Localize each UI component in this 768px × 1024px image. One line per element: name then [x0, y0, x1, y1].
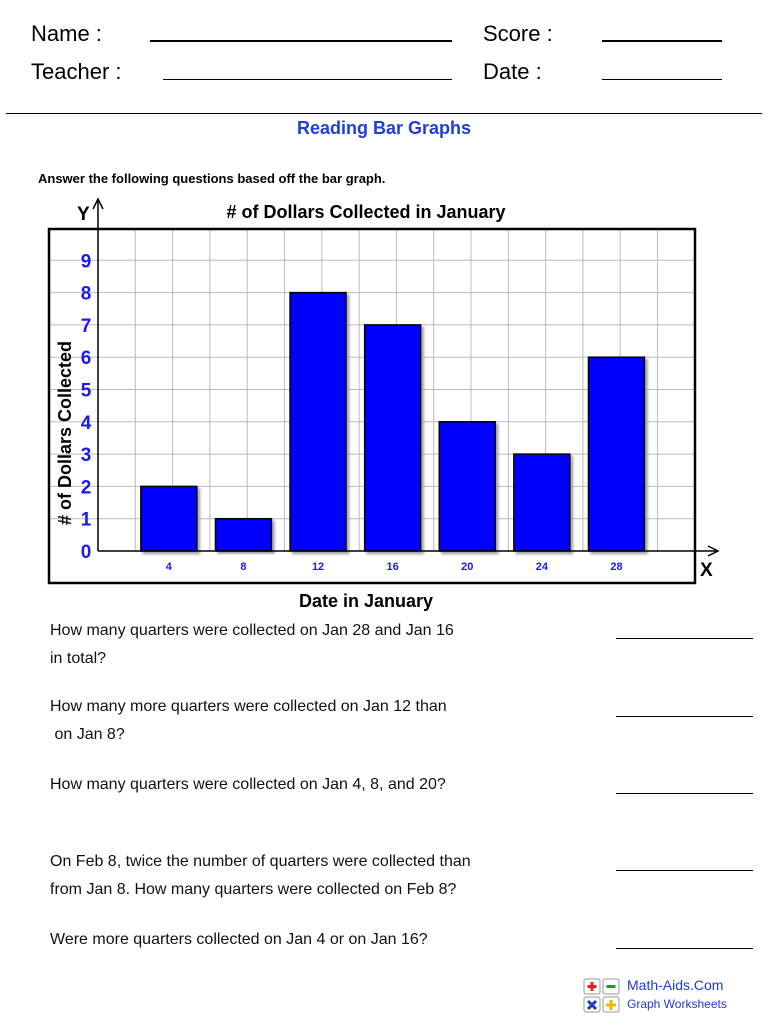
x-axis-letter: X [700, 560, 713, 581]
question-2 [50, 693, 447, 749]
score-label: Score : [483, 21, 553, 46]
brand-name[interactable]: Math-Aids.Com [627, 977, 724, 993]
bar-jan-20 [439, 422, 495, 551]
question-4 [50, 848, 471, 904]
teacher-label: Teacher : [31, 59, 122, 84]
chart-title: # of Dollars Collected in January [226, 202, 506, 222]
brand-subtitle: Graph Worksheets [627, 997, 727, 1011]
y-axis-line [93, 199, 103, 551]
x-tick-labels [166, 561, 623, 573]
y-tick-label: 9 [80, 251, 92, 273]
x-tick-label: 24 [535, 561, 548, 573]
x-tick-label: 28 [610, 561, 623, 573]
question-4-line-2: from Jan 8. How many quarters were collected on Feb 8? [50, 881, 457, 898]
bar-jan-12 [290, 293, 346, 551]
y-tick-label: 5 [80, 380, 92, 402]
question-5-line-1: Were more quarters collected on Jan 4 or on Jan 16? [50, 931, 428, 948]
bar-jan-28 [588, 357, 644, 551]
teacher-blank[interactable] [163, 79, 452, 80]
score-blank[interactable] [602, 40, 722, 42]
x-tick-label: 12 [311, 561, 325, 573]
question-3 [50, 771, 446, 799]
y-tick-label: 2 [80, 477, 92, 499]
instructions: Answer the following questions based off the bar graph. [38, 171, 386, 186]
question-3-line-1: How many quarters were collected on Jan 4, 8, and 20? [50, 776, 446, 793]
answer-blank-1[interactable] [616, 638, 753, 639]
question-1 [50, 617, 454, 673]
x-tick-label: 20 [461, 561, 474, 573]
date-blank[interactable] [602, 79, 722, 80]
y-tick-label: 6 [80, 348, 92, 370]
x-tick-label: 16 [386, 561, 399, 573]
y-tick-label: 1 [80, 509, 92, 531]
question-4-line-1: On Feb 8, twice the number of quarters were collected than [50, 853, 471, 870]
y-tick-labels [81, 251, 92, 563]
worksheet-title: Reading Bar Graphs [296, 118, 472, 138]
y-tick-label: 4 [80, 412, 92, 434]
y-tick-label: 8 [80, 283, 92, 305]
x-tick-label: 8 [240, 561, 247, 573]
y-axis-letter: Y [77, 204, 90, 225]
y-axis-title: # of Dollars Collected [55, 340, 75, 526]
y-tick-label: 3 [80, 445, 92, 467]
question-2-line-1: How many more quarters were collected on Jan 12 than [50, 698, 447, 715]
question-5 [50, 926, 428, 954]
bar-chart [0, 195, 768, 620]
x-tick-label: 4 [165, 561, 172, 573]
answer-blank-2[interactable] [616, 716, 753, 717]
date-label: Date : [483, 59, 542, 84]
bar-jan-24 [514, 454, 570, 551]
bar-jan-4 [141, 486, 197, 551]
name-blank[interactable] [150, 40, 452, 42]
answer-blank-5[interactable] [616, 948, 753, 949]
bar-jan-16 [365, 325, 421, 551]
math-symbols-icon [583, 978, 621, 1014]
answer-blank-3[interactable] [616, 793, 753, 794]
header-divider [6, 113, 762, 114]
x-axis-title: Date in January [298, 591, 434, 611]
question-1-line-1: How many quarters were collected on Jan 28 and Jan 16 [50, 622, 454, 639]
y-tick-label: 0 [80, 542, 92, 563]
answer-blank-4[interactable] [616, 870, 753, 871]
bar-jan-8 [215, 519, 271, 551]
question-1-line-2: in total? [50, 650, 107, 667]
brand-logo [583, 976, 753, 1016]
question-2-line-2: on Jan 8? [50, 726, 125, 743]
name-label: Name : [31, 21, 102, 46]
y-tick-label: 7 [80, 315, 92, 337]
